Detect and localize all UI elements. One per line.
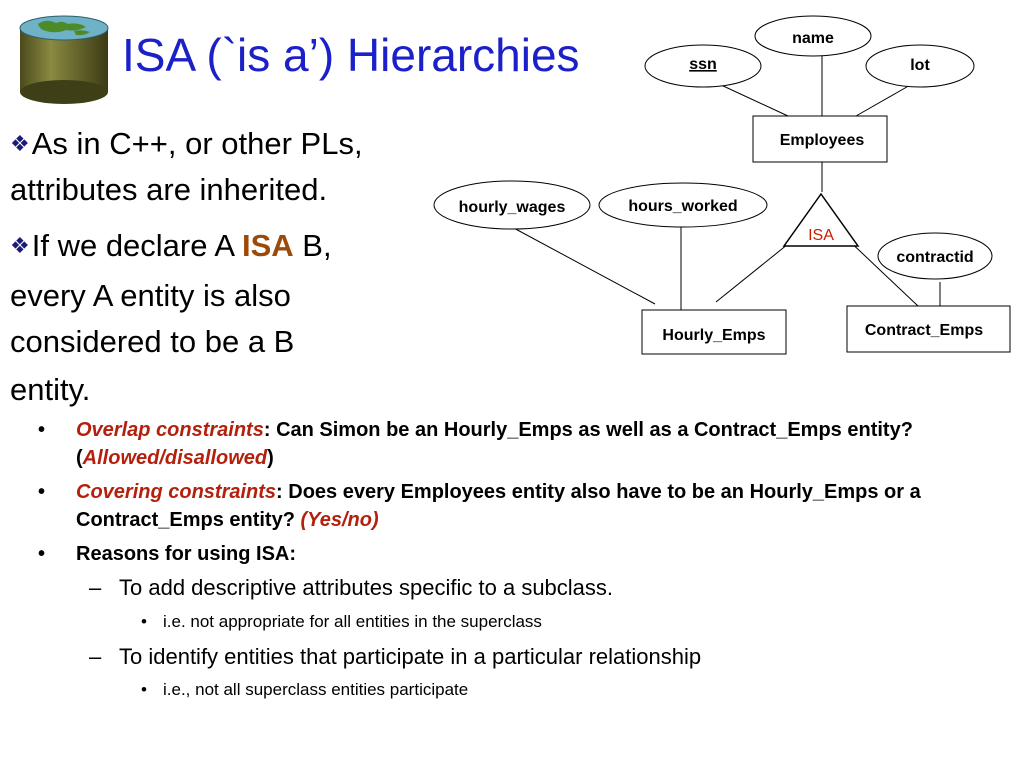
attribute-hourly-wages-label: hourly_wages xyxy=(458,199,566,216)
bullet-mark: • xyxy=(141,680,147,699)
bullet-covering-constraints xyxy=(38,478,1006,534)
bullet-colon: : xyxy=(263,419,271,441)
entity-employees xyxy=(753,116,887,162)
entity-contract-emps-label: Contract_Emps xyxy=(864,322,984,339)
attribute-contractid xyxy=(878,233,992,279)
reason-identify-entities xyxy=(89,644,702,670)
reason-sub-item xyxy=(141,611,542,633)
reason-text: To add descriptive attributes specific to a subclass. xyxy=(119,575,614,600)
isa-triangle-label: ISA xyxy=(808,227,834,244)
intro-line: attributes are inherited. xyxy=(10,172,328,207)
covering-constraints-text: Does every Employees entity also have to be an Hourly_Emps or a Contract_Emps entity? xyxy=(76,481,921,531)
intro-line: entity. xyxy=(10,372,91,407)
reason-sub-text: i.e. not appropriate for all entities in the superclass xyxy=(163,612,542,631)
attribute-ssn xyxy=(645,45,761,87)
entity-hourly-emps xyxy=(642,310,786,354)
bullet-mark: • xyxy=(141,612,147,631)
entity-hourly-emps-label: Hourly_Emps xyxy=(662,327,766,344)
entity-employees-label: Employees xyxy=(779,132,865,149)
attribute-hours-worked xyxy=(599,183,767,227)
covering-constraints-label: Covering constraints xyxy=(76,481,277,503)
attribute-name-label: name xyxy=(792,30,834,47)
intro-line: As in C++, or other PLs, xyxy=(31,126,363,161)
bullet-close-paren: ) xyxy=(267,447,274,469)
bullet-colon: : xyxy=(276,481,283,503)
intro-prefix: If we declare A xyxy=(31,228,242,263)
overlap-constraints-label: Overlap constraints xyxy=(76,419,264,441)
diamond-bullet-icon: ❖ xyxy=(10,233,30,258)
bullet-overlap-constraints xyxy=(38,416,1006,472)
isa-keyword: ISA xyxy=(241,228,294,263)
reason-text: To identify entities that participate in a particular relationship xyxy=(119,644,702,669)
dash-mark: – xyxy=(89,644,102,669)
reason-sub-item xyxy=(141,679,469,701)
attribute-hourly-wages xyxy=(434,181,590,229)
slide-title: ISA (`is a’) Hierarchies xyxy=(122,29,580,81)
isa-triangle xyxy=(784,194,858,246)
overlap-constraints-answer: Allowed/disallowed xyxy=(82,447,268,469)
attribute-contractid-label: contractid xyxy=(896,249,974,266)
bullet-mark: • xyxy=(38,419,46,441)
attribute-ssn-label: ssn xyxy=(689,56,717,73)
attribute-lot xyxy=(866,45,974,87)
reason-descriptive-attributes xyxy=(89,575,614,601)
bullet-mark: • xyxy=(38,543,46,565)
intro-line: every A entity is also xyxy=(10,278,291,313)
overlap-constraints-text: Can Simon be an Hourly_Emps as well as a Contract_Emps entity? ( xyxy=(76,419,913,469)
attribute-hours-worked-label: hours_worked xyxy=(628,198,738,215)
entity-contract-emps xyxy=(847,306,1010,352)
attribute-name xyxy=(755,16,871,56)
reason-sub-text: i.e., not all superclass entities participate xyxy=(163,680,469,699)
reasons-for-isa-label: Reasons for using ISA: xyxy=(76,543,297,565)
intro-suffix: B, xyxy=(293,228,332,263)
intro-line: considered to be a B xyxy=(10,324,295,359)
bullet-mark: • xyxy=(38,481,46,503)
dash-mark: – xyxy=(89,575,102,600)
bullet-reasons-for-isa xyxy=(38,540,1006,568)
covering-constraints-answer: (Yes/no) xyxy=(300,509,379,531)
attribute-lot-label: lot xyxy=(910,57,930,74)
diamond-bullet-icon: ❖ xyxy=(10,131,30,156)
